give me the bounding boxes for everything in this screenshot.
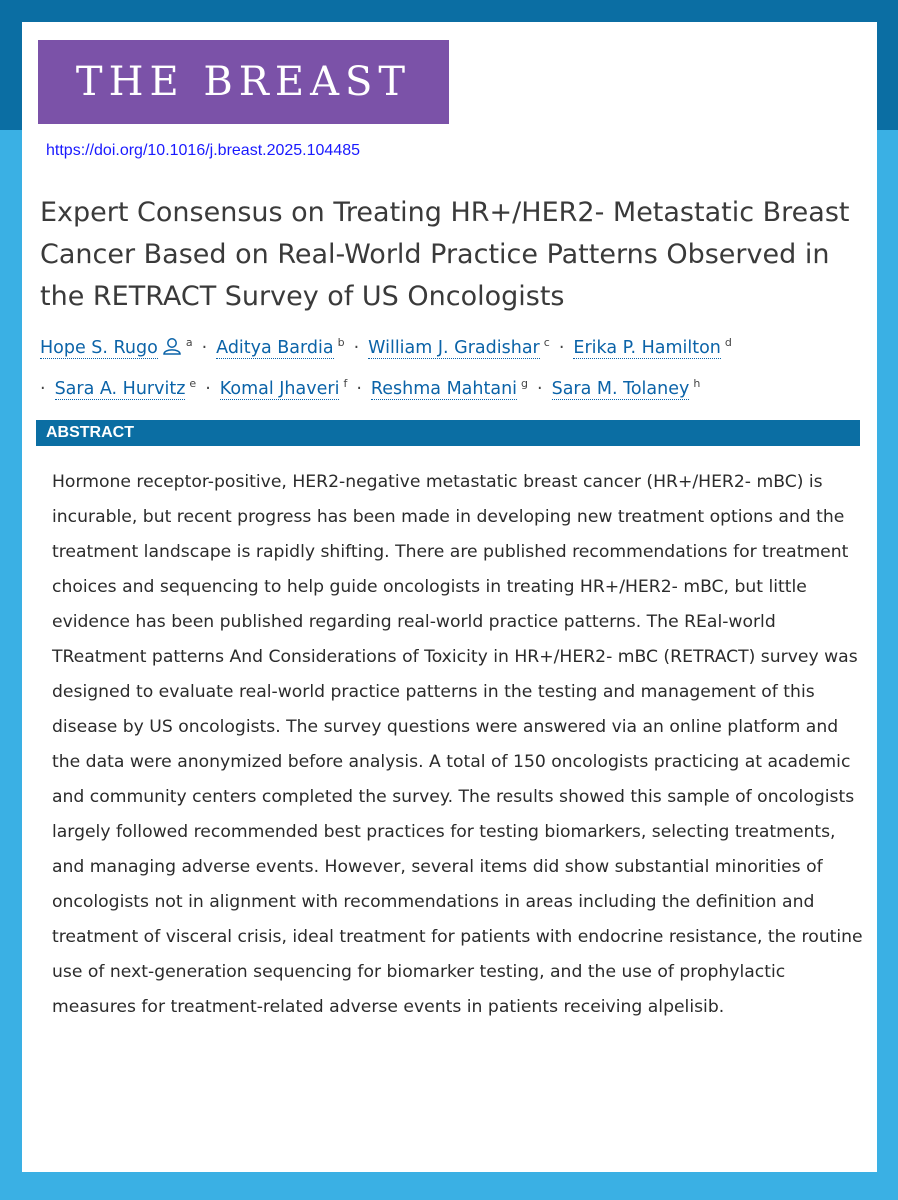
- author-list: [40, 326, 865, 406]
- author-separator: ·: [537, 378, 543, 399]
- author-separator: ·: [40, 378, 46, 399]
- author-name-link[interactable]: William J. Gradishar: [368, 337, 540, 358]
- author-item: [370, 376, 529, 399]
- author-item: [216, 338, 344, 358]
- author-name-link[interactable]: Komal Jhaveri: [219, 378, 340, 399]
- author-name-link[interactable]: Erika P. Hamilton: [573, 337, 721, 358]
- author-name-link[interactable]: Sara A. Hurvitz: [54, 378, 186, 399]
- author-name-link[interactable]: Reshma Mahtani: [370, 378, 518, 399]
- affiliation-marker: f: [343, 376, 348, 390]
- author-name-link[interactable]: Hope S. Rugo: [40, 337, 158, 358]
- author-separator: ·: [558, 337, 565, 358]
- article-title: Expert Consensus on Treating HR+/HER2- Metastatic Breast Cancer Based on Real-World Practice Patterns Observed in the RETRACT Survey of US Oncologists: [40, 197, 850, 312]
- author-item: [219, 376, 348, 399]
- author-item: [551, 376, 701, 399]
- abstract-text: Hormone receptor-positive, HER2-negative metastatic breast cancer (HR+/HER2- mBC) is incurable, but recent progress has been made in developing new treatment options and the treatment landscape is rapidly shifting. There are published recommendations for treatment choices and sequencing to help guide oncologists in treating HR+/HER2- mBC, but little evidence has been published regarding real-world practice patterns. The REal-world TReatment patterns And Considerations of Toxicity in HR+/HER2- mBC (RETRACT) survey was designed to evaluate real-world practice patterns in the testing and management of this disease by US oncologists. The survey questions were answered via an online platform and the data were anonymized before analysis. A total of 150 oncologists practicing at academic and community centers completed the survey. The results showed this sample of oncologists largely followed recommended best practices for testing biomarkers, selecting treatments, and managing adverse events. However, several items did show substantial minorities of oncologists not in alignment with recommendations in areas including the definition and treatment of visceral crisis, ideal treatment for patients with endocrine resistance, the routine use of next-generation sequencing for biomarker testing, and the use of prophylactic measures for treatment-related adverse events in patients receiving alpelisib.: [52, 472, 863, 1017]
- author-name-link[interactable]: Sara M. Tolaney: [551, 378, 690, 399]
- author-name-link[interactable]: Aditya Bardia: [216, 337, 334, 358]
- abstract-heading: ABSTRACT: [36, 420, 860, 446]
- affiliation-marker: g: [521, 376, 529, 390]
- author-item: [54, 376, 197, 399]
- author-item: [368, 338, 550, 358]
- affiliation-marker: e: [189, 376, 197, 390]
- affiliation-marker: b: [337, 336, 345, 349]
- affiliation-marker: d: [724, 336, 732, 349]
- article-card: [22, 22, 877, 1172]
- author-item: [40, 338, 193, 358]
- author-item: [573, 338, 731, 358]
- affiliation-marker: h: [693, 376, 701, 390]
- author-separator: ·: [356, 378, 362, 399]
- affiliation-marker: a: [185, 336, 193, 349]
- doi-link[interactable]: https://doi.org/10.1016/j.breast.2025.104485: [46, 142, 361, 159]
- person-icon[interactable]: [162, 333, 182, 367]
- author-separator: ·: [353, 337, 360, 358]
- author-separator: ·: [205, 378, 211, 399]
- author-separator: ·: [201, 337, 208, 358]
- journal-banner: THE BREAST: [38, 40, 449, 124]
- affiliation-marker: c: [543, 336, 550, 349]
